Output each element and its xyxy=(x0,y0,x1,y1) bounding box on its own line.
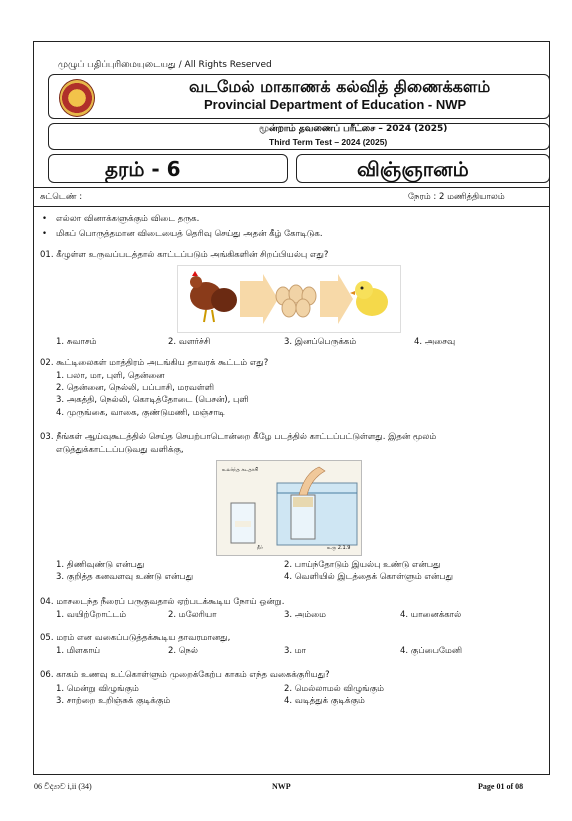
instruction-item: • மிகப் பொருத்தமான விடையைத் தெரிவு செய்து அதன் கீழ் கோடிடுக. xyxy=(56,229,323,240)
footer-center: NWP xyxy=(272,782,291,791)
grade-box xyxy=(48,154,288,183)
index-number-label: சுட்டெண் : xyxy=(40,192,83,202)
option-text: 2. தென்னை, நெல்லி, பப்பாசி, மரவள்ளி xyxy=(56,383,214,393)
option-text: 4. யானைக்கால் xyxy=(400,610,462,620)
option-text: 3. அகத்தி, நெல்லி, கொடித்தோடை (பெசன்), புளி xyxy=(56,395,249,405)
question-text: 02. கூட்டிலைகள் மாத்திரம் அடங்கிய தாவரக் கூட்டம் எது? xyxy=(40,358,269,368)
option-text: 4. முருங்கை, வாகை, குண்டுமணி, மஞ்சாடி xyxy=(56,408,225,418)
option-text: 1. வயிற்றோட்டம் xyxy=(56,610,127,620)
option-text: 4. வெளியில் இடத்தைக் கொள்ளும் என்பது xyxy=(284,572,453,582)
option-text: 4. குப்பைமேனி xyxy=(400,646,463,656)
department-name-tamil: வடமேல் மாகாணக் கல்வித் திணைக்களம் xyxy=(189,77,491,96)
instruction-item: • எல்லா வினாக்களுக்கும் விடை தருக. xyxy=(56,214,199,225)
question-text: 04. மாசடைந்த நீரைப் பருகுவதால் ஏற்படக்கூடிய நோய் ஒன்று. xyxy=(40,597,285,607)
option-text: 3. மா xyxy=(284,646,307,656)
subject-label: விஞ்ஞானம் xyxy=(357,157,469,181)
time-label: நேரம் : 2 மணித்தியாலம் xyxy=(408,192,505,202)
option-text: 2. மலேரியா xyxy=(168,610,217,620)
question-text: 06. காகம் உணவு உட்கொள்ளும் முறைக்கேற்ப காகம் எந்த வகைக்குரியது? xyxy=(40,670,330,680)
option-text: 3. சாற்றை உறிஞ்சுக் குடிக்கும் xyxy=(56,696,171,706)
test-title-tamil: மூன்றாம் தவணைப் பரீட்சை – 2024 (2025) xyxy=(259,124,448,134)
option-text: 2. மெல்லாமல் விழுங்கும் xyxy=(284,684,384,694)
option-text: 1. மிளகாய் xyxy=(56,646,101,656)
option-text: 3. குறித்த கனவளவு உண்டு என்பது xyxy=(56,572,194,582)
hen-egg-chick-image xyxy=(177,265,401,333)
test-box xyxy=(48,123,550,150)
option-text: 2. பாய்ந்தோடும் இயல்பு உண்டு என்பது xyxy=(284,560,441,570)
subject-box xyxy=(296,154,550,183)
grade-label: தரம் - 6 xyxy=(105,157,181,181)
option-text: 2. நெல் xyxy=(168,646,198,656)
divider xyxy=(33,206,550,207)
option-text: 1. பலா, மா, புளி, தென்னை xyxy=(56,371,165,381)
page-number: Page 01 of 08 xyxy=(478,782,524,791)
experiment-figure xyxy=(216,460,362,556)
option-text: 4. வடித்துக் குடிக்கும் xyxy=(284,696,365,706)
question-text: 03. நீங்கள் ஆய்வுகூடத்தில் செய்த செயற்பாடொன்றை கீழே படத்தில் காட்டப்பட்டுள்ளது. இதன் மூலம் xyxy=(40,432,437,442)
question-text: எடுத்துக்காட்டப்படுவது வளிக்கு, xyxy=(56,445,184,455)
department-name-english: Provincial Department of Education - NWP xyxy=(204,97,467,112)
footer-code: 06 විද්‍යාව i,ii (34) xyxy=(34,782,92,791)
figure-label: நீர் xyxy=(257,545,263,551)
figure-label: உலர்ந்த கடதாசி xyxy=(222,467,259,473)
option-text: 3. இனப்பெருக்கம் xyxy=(284,337,357,347)
provincial-seal-icon xyxy=(59,79,95,117)
option-text: 1. மென்று விழுங்கும் xyxy=(56,684,139,694)
copyright-text: முழுப் பதிப்புரிமையுடையது / All Rights Reserved xyxy=(58,60,272,70)
question-text: 01. கீழுள்ள உருவப்படத்தால் காட்டப்படும் அங்கிகளின் சிறப்பியல்பு எது? xyxy=(40,250,329,260)
figure-caption: உரு 2.1.9 xyxy=(327,545,351,551)
option-text: 1. திணிவுண்டு என்பது xyxy=(56,560,145,570)
option-text: 3. அம்மை xyxy=(284,610,326,620)
test-title-english: Third Term Test – 2024 (2025) xyxy=(269,137,388,147)
question-text: 05. மரம் என வகைப்படுத்தக்கூடிய தாவரமானது, xyxy=(40,633,231,643)
department-box xyxy=(48,74,550,119)
divider xyxy=(33,187,550,188)
option-text: 2. வளர்ச்சி xyxy=(168,337,211,347)
option-text: 4. அசைவு xyxy=(414,337,456,347)
option-text: 1. சுவாசம் xyxy=(56,337,97,347)
